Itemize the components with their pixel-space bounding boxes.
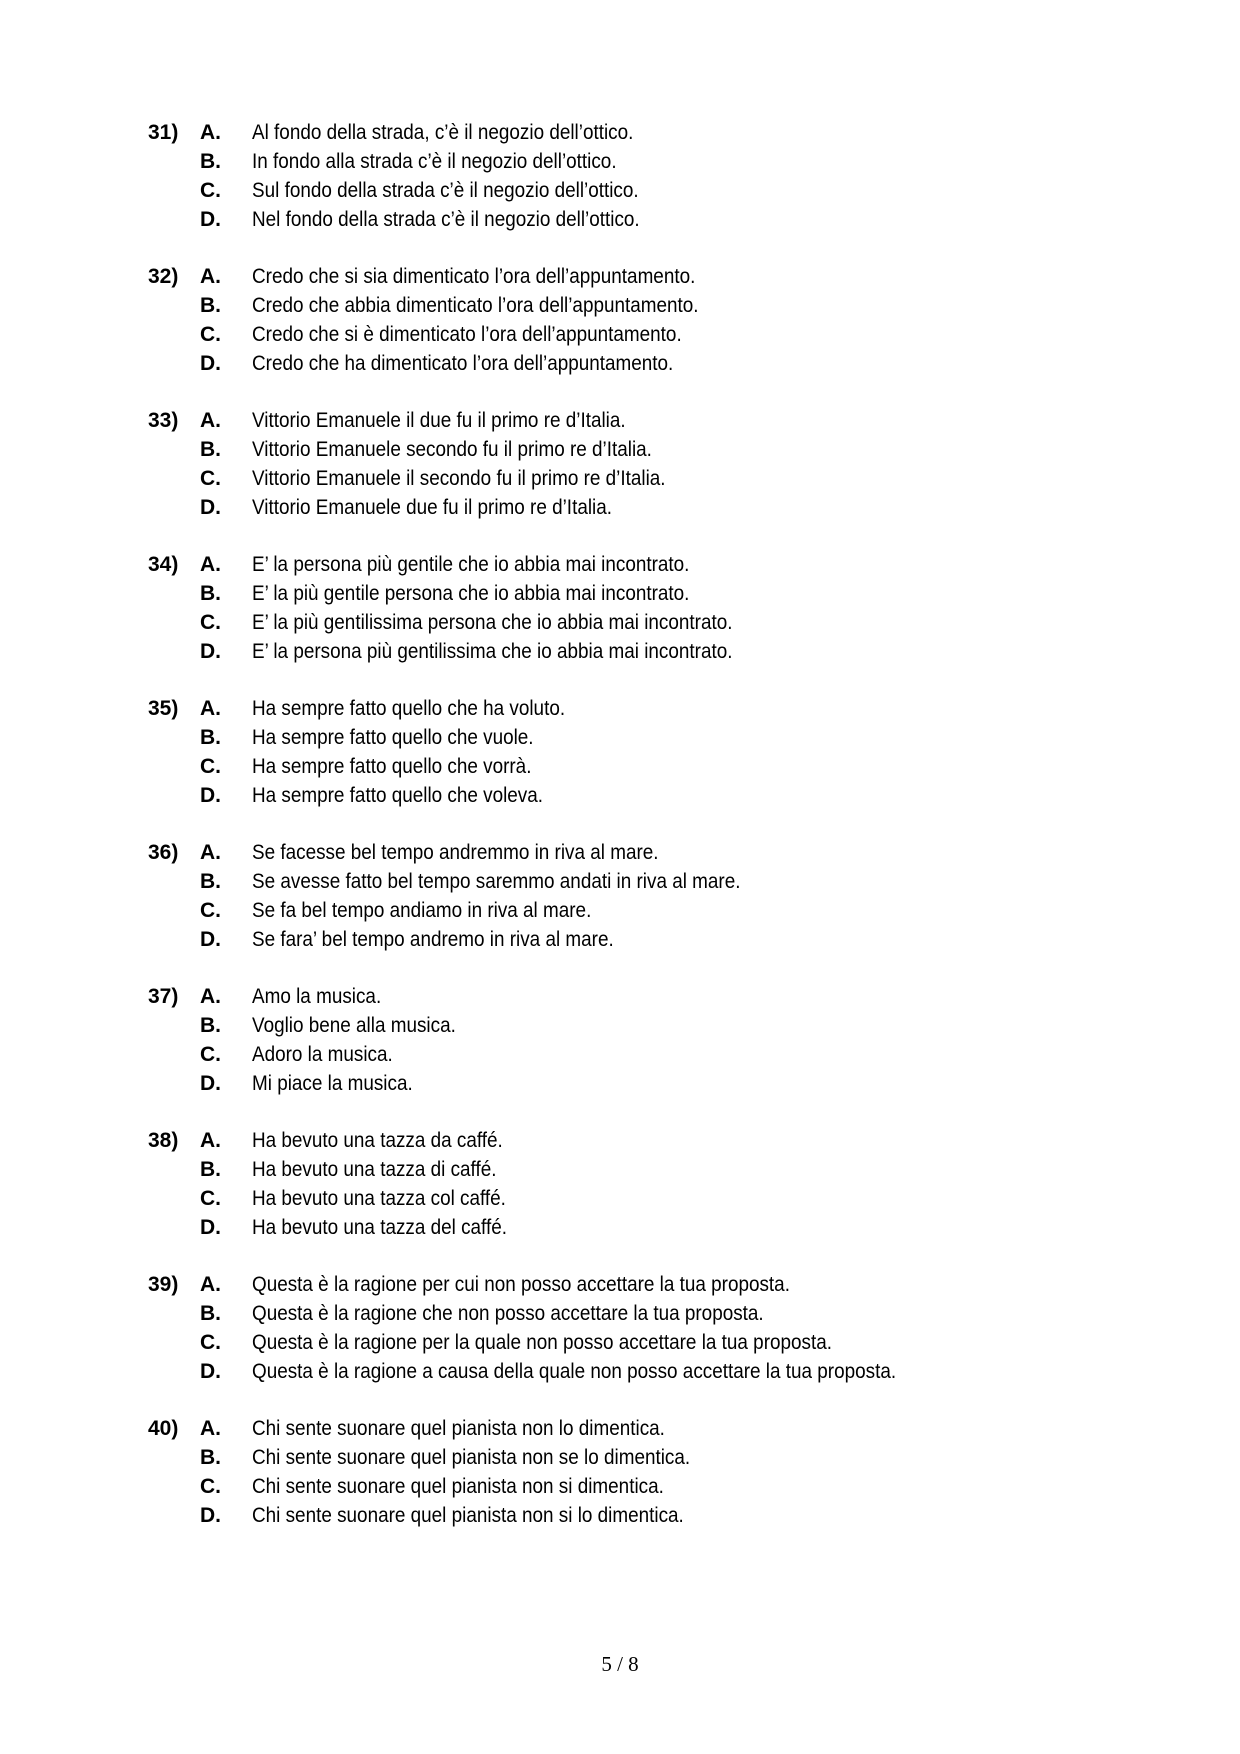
option-letter: A. (200, 553, 221, 576)
option-letter: C. (200, 323, 221, 346)
option-letter: C. (200, 179, 221, 202)
option-text: E’ la più gentilissima persona che io abbia mai incontrato. (252, 611, 733, 634)
option-letter: B. (200, 870, 221, 893)
option-letter: D. (200, 352, 221, 375)
question-list (148, 118, 1148, 1558)
option-text: Chi sente suonare quel pianista non se lo dimentica. (252, 1446, 691, 1469)
answer-option (200, 896, 795, 925)
answer-option (200, 1069, 478, 1098)
option-text: Mi piace la musica. (252, 1072, 413, 1095)
option-letter: D. (200, 640, 221, 663)
option-letter: A. (200, 121, 221, 144)
option-letter: A. (200, 409, 221, 432)
question-number: 40) (148, 1417, 179, 1440)
answer-option (200, 637, 786, 666)
question-number: 39) (148, 1273, 179, 1296)
answer-options (200, 982, 478, 1098)
question-39 (148, 1270, 1148, 1414)
answer-option (200, 464, 712, 493)
option-text: Se fara’ bel tempo andremo in riva al mare. (252, 928, 614, 951)
option-letter: D. (200, 784, 221, 807)
answer-options (200, 1270, 968, 1386)
option-text: Ha bevuto una tazza del caffé. (252, 1216, 507, 1239)
answer-options (200, 406, 712, 522)
answer-option (200, 694, 600, 723)
answer-option (200, 1270, 968, 1299)
answer-option (200, 493, 712, 522)
option-text: Credo che si è dimenticato l’ora dell’appuntamento. (252, 323, 682, 346)
answer-option (200, 982, 478, 1011)
option-text: Ha bevuto una tazza di caffé. (252, 1158, 497, 1181)
question-31 (148, 118, 1148, 262)
option-letter: D. (200, 1504, 221, 1527)
question-32 (148, 262, 1148, 406)
answer-option (200, 752, 600, 781)
question-number: 38) (148, 1129, 179, 1152)
question-34 (148, 550, 1148, 694)
answer-options (200, 838, 795, 954)
option-letter: B. (200, 1302, 221, 1325)
option-letter: B. (200, 294, 221, 317)
option-letter: D. (200, 1072, 221, 1095)
option-letter: A. (200, 1273, 221, 1296)
answer-option (200, 1213, 535, 1242)
option-letter: C. (200, 611, 221, 634)
answer-options (200, 694, 600, 810)
answer-option (200, 1299, 968, 1328)
option-text: Amo la musica. (252, 985, 382, 1008)
answer-option (200, 1357, 968, 1386)
page-number: 5 / 8 (601, 1652, 639, 1676)
answer-option (200, 205, 683, 234)
option-letter: C. (200, 1331, 221, 1354)
answer-option (200, 406, 712, 435)
answer-option (200, 320, 748, 349)
option-text: Questa è la ragione a causa della quale non posso accettare la tua proposta. (252, 1360, 897, 1383)
option-letter: D. (200, 928, 221, 951)
answer-option (200, 867, 795, 896)
option-text: Credo che si sia dimenticato l’ora dell’appuntamento. (252, 265, 696, 288)
answer-option (200, 435, 712, 464)
option-letter: B. (200, 1446, 221, 1469)
option-text: Ha sempre fatto quello che ha voluto. (252, 697, 566, 720)
option-letter: D. (200, 496, 221, 519)
question-number: 32) (148, 265, 179, 288)
option-letter: C. (200, 1043, 221, 1066)
answer-options (200, 1414, 739, 1530)
answer-options (200, 118, 683, 234)
option-letter: D. (200, 208, 221, 231)
option-text: E’ la persona più gentilissima che io abbia mai incontrato. (252, 640, 733, 663)
question-number: 31) (148, 121, 179, 144)
option-text: Nel fondo della strada c’è il negozio dell’ottico. (252, 208, 640, 231)
option-text: Vittorio Emanuele due fu il primo re d’Italia. (252, 496, 612, 519)
option-text: Chi sente suonare quel pianista non lo dimentica. (252, 1417, 665, 1440)
option-letter: B. (200, 726, 221, 749)
option-text: Vittorio Emanuele secondo fu il primo re d’Italia. (252, 438, 652, 461)
answer-option (200, 349, 748, 378)
question-33 (148, 406, 1148, 550)
option-text: Se facesse bel tempo andremmo in riva al mare. (252, 841, 659, 864)
option-letter: C. (200, 755, 221, 778)
question-40 (148, 1414, 1148, 1558)
option-text: Voglio bene alla musica. (252, 1014, 456, 1037)
question-37 (148, 982, 1148, 1126)
option-text: Questa è la ragione per la quale non posso accettare la tua proposta. (252, 1331, 832, 1354)
answer-options (200, 262, 748, 378)
option-text: Vittorio Emanuele il due fu il primo re d’Italia. (252, 409, 626, 432)
answer-option (200, 1126, 535, 1155)
question-number: 37) (148, 985, 179, 1008)
option-letter: D. (200, 1360, 221, 1383)
option-letter: C. (200, 467, 221, 490)
option-letter: A. (200, 265, 221, 288)
answer-option (200, 608, 786, 637)
option-text: E’ la persona più gentile che io abbia mai incontrato. (252, 553, 690, 576)
answer-option (200, 118, 683, 147)
option-text: Credo che ha dimenticato l’ora dell’appuntamento. (252, 352, 674, 375)
answer-option (200, 1501, 739, 1530)
answer-option (200, 176, 683, 205)
answer-option (200, 1011, 478, 1040)
answer-option (200, 579, 786, 608)
option-text: Sul fondo della strada c’è il negozio dell’ottico. (252, 179, 639, 202)
answer-option (200, 1155, 535, 1184)
question-number: 36) (148, 841, 179, 864)
answer-option (200, 1040, 478, 1069)
option-text: Al fondo della strada, c’è il negozio dell’ottico. (252, 121, 634, 144)
answer-option (200, 291, 748, 320)
question-number: 34) (148, 553, 179, 576)
option-text: Se fa bel tempo andiamo in riva al mare. (252, 899, 592, 922)
option-text: Chi sente suonare quel pianista non si lo dimentica. (252, 1504, 684, 1527)
option-text: In fondo alla strada c’è il negozio dell’ottico. (252, 150, 617, 173)
option-text: Adoro la musica. (252, 1043, 393, 1066)
option-letter: B. (200, 1014, 221, 1037)
option-letter: A. (200, 1417, 221, 1440)
option-letter: B. (200, 150, 221, 173)
option-text: Credo che abbia dimenticato l’ora dell’appuntamento. (252, 294, 699, 317)
question-35 (148, 694, 1148, 838)
answer-option (200, 550, 786, 579)
option-letter: B. (200, 1158, 221, 1181)
answer-option (200, 1472, 739, 1501)
option-text: Ha sempre fatto quello che vuole. (252, 726, 534, 749)
answer-option (200, 1328, 968, 1357)
question-38 (148, 1126, 1148, 1270)
answer-options (200, 550, 786, 666)
option-letter: A. (200, 697, 221, 720)
answer-option (200, 723, 600, 752)
question-36 (148, 838, 1148, 982)
answer-option (200, 925, 795, 954)
answer-option (200, 781, 600, 810)
answer-option (200, 1184, 535, 1213)
option-letter: C. (200, 899, 221, 922)
option-text: Se avesse fatto bel tempo saremmo andati in riva al mare. (252, 870, 741, 893)
answer-option (200, 1443, 739, 1472)
answer-option (200, 147, 683, 176)
option-letter: B. (200, 438, 221, 461)
option-text: Ha sempre fatto quello che voleva. (252, 784, 544, 807)
option-text: Questa è la ragione che non posso accettare la tua proposta. (252, 1302, 764, 1325)
answer-option (200, 838, 795, 867)
option-letter: C. (200, 1475, 221, 1498)
option-letter: A. (200, 1129, 221, 1152)
option-text: Ha sempre fatto quello che vorrà. (252, 755, 532, 778)
answer-option (200, 262, 748, 291)
option-letter: A. (200, 985, 221, 1008)
option-letter: A. (200, 841, 221, 864)
option-text: Questa è la ragione per cui non posso accettare la tua proposta. (252, 1273, 790, 1296)
option-letter: B. (200, 582, 221, 605)
option-text: Chi sente suonare quel pianista non si dimentica. (252, 1475, 664, 1498)
option-letter: C. (200, 1187, 221, 1210)
question-number: 35) (148, 697, 179, 720)
answer-option (200, 1414, 739, 1443)
option-text: Ha bevuto una tazza da caffé. (252, 1129, 503, 1152)
answer-options (200, 1126, 535, 1242)
question-number: 33) (148, 409, 179, 432)
option-text: E’ la più gentile persona che io abbia mai incontrato. (252, 582, 690, 605)
option-text: Ha bevuto una tazza col caffé. (252, 1187, 506, 1210)
option-letter: D. (200, 1216, 221, 1239)
option-text: Vittorio Emanuele il secondo fu il primo re d’Italia. (252, 467, 666, 490)
